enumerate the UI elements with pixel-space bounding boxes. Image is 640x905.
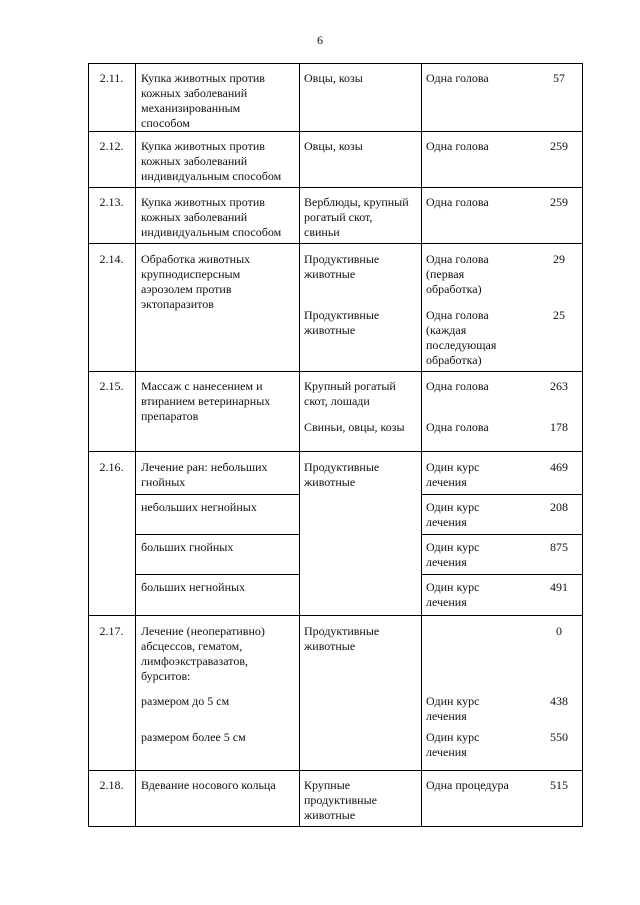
price: 259: [550, 139, 568, 153]
unit: Одна голова: [426, 195, 489, 209]
price: 25: [553, 308, 565, 322]
table-row: [88, 131, 583, 187]
animal-type: Крупный рогатый скот, лошади: [304, 379, 396, 408]
table-row: [88, 451, 583, 615]
unit: Одна голова: [426, 71, 489, 85]
service-name: Купка животных против кожных заболеваний индивидуальным способом: [141, 195, 282, 239]
service-name: Обработка животных крупнодисперсным аэрозолем против эктопаразитов: [141, 252, 251, 311]
row-number: 2.11.: [99, 71, 124, 85]
unit: Одна голова (первая обработка): [426, 252, 489, 296]
price: 263: [550, 379, 568, 393]
unit: Одна голова: [426, 420, 489, 434]
unit: Одна голова: [426, 139, 489, 153]
unit: Один курс лечения: [426, 500, 480, 529]
row-number: 2.16.: [99, 460, 124, 474]
service-name: размером более 5 см: [141, 730, 246, 744]
unit: Один курс лечения: [426, 694, 480, 723]
price: 57: [553, 71, 565, 85]
service-name: небольших негнойных: [141, 500, 257, 514]
unit: Одна голова (каждая последующая обработка): [426, 308, 497, 367]
price: 29: [553, 252, 565, 266]
price: 178: [550, 420, 568, 434]
animal-type: Продуктивные животные: [304, 460, 380, 489]
row-number: 2.15.: [99, 379, 124, 393]
service-name: Лечение ран: небольших гнойных: [141, 460, 268, 489]
unit: Один курс лечения: [426, 460, 480, 489]
service-name: Лечение (неоперативно) абсцессов, гематом, лимфоэкстравазатов, бурситов:: [141, 624, 265, 683]
price: 438: [550, 694, 568, 708]
tariff-table: [88, 63, 583, 827]
animal-type: Продуктивные животные: [304, 252, 380, 281]
table-row: [88, 187, 583, 243]
unit: Один курс лечения: [426, 730, 480, 759]
service-name: больших гнойных: [141, 540, 234, 554]
animal-type: Крупные продуктивные животные: [304, 778, 377, 822]
animal-type: Свиньи, овцы, козы: [304, 420, 405, 434]
animal-type: Верблюды, крупный рогатый скот, свиньи: [304, 195, 409, 239]
unit: Одна голова: [426, 379, 489, 393]
row-number: 2.18.: [99, 778, 124, 792]
price: 515: [550, 778, 568, 792]
page-number: 6: [317, 33, 323, 47]
price: 550: [550, 730, 568, 744]
animal-type: Овцы, козы: [304, 71, 363, 85]
table-row: [88, 243, 583, 371]
unit: Один курс лечения: [426, 540, 480, 569]
price: 259: [550, 195, 568, 209]
service-name: больших негнойных: [141, 580, 246, 594]
row-number: 2.17.: [99, 624, 124, 638]
service-name: Вдевание носового кольца: [141, 778, 276, 792]
table-bottom-border: [88, 826, 583, 827]
service-name: Купка животных против кожных заболеваний механизированным способом: [141, 71, 265, 130]
table-row: [88, 63, 583, 131]
animal-type: Овцы, козы: [304, 139, 363, 153]
unit: Одна процедура: [426, 778, 509, 792]
row-number: 2.12.: [99, 139, 124, 153]
table-row: [88, 770, 583, 826]
price: 208: [550, 500, 568, 514]
animal-type: Продуктивные животные: [304, 624, 380, 653]
price: 0: [556, 624, 562, 638]
service-name: размером до 5 см: [141, 694, 230, 708]
price: 469: [550, 460, 568, 474]
unit: Один курс лечения: [426, 580, 480, 609]
animal-type: Продуктивные животные: [304, 308, 380, 337]
row-number: 2.14.: [99, 252, 124, 266]
service-name: Купка животных против кожных заболеваний индивидуальным способом: [141, 139, 282, 183]
price: 491: [550, 580, 568, 594]
row-number: 2.13.: [99, 195, 124, 209]
table-row: [88, 371, 583, 451]
price: 875: [550, 540, 568, 554]
service-name: Массаж с нанесением и втиранием ветеринарных препаратов: [141, 379, 271, 423]
table-row: [88, 615, 583, 770]
